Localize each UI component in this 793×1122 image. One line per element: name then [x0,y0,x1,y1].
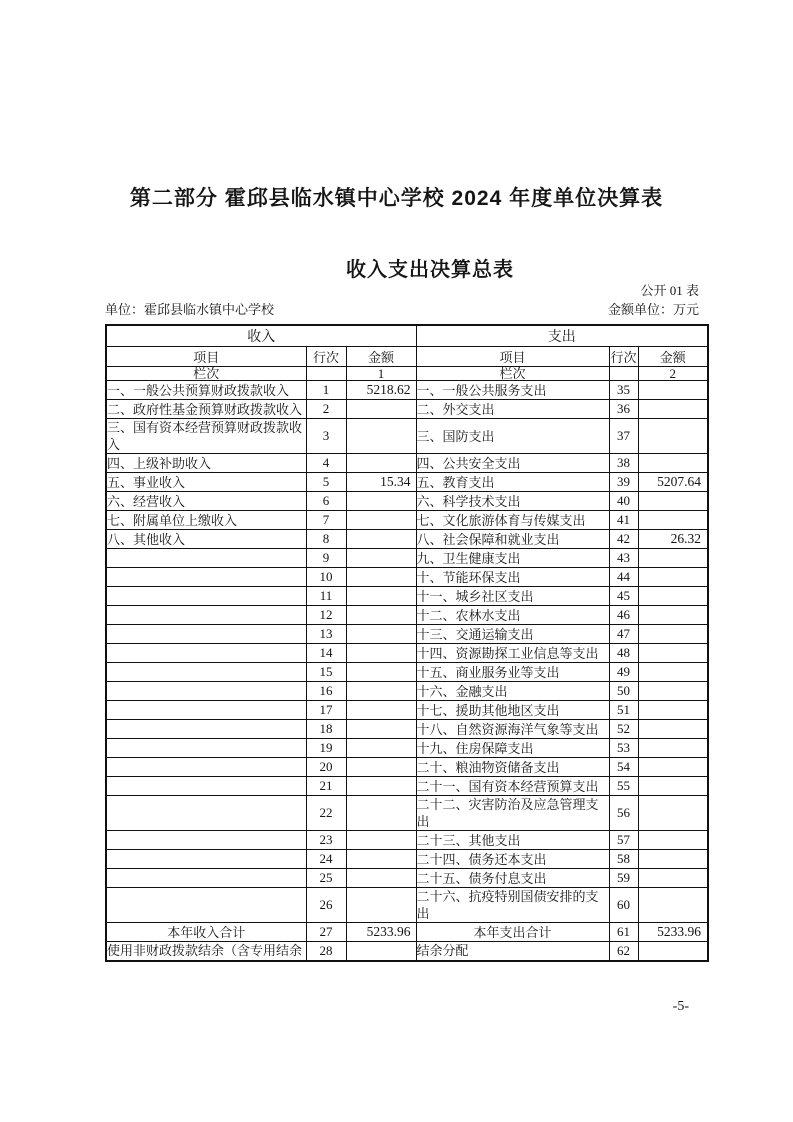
table-row [106,549,708,568]
expenditure-item-cell: 二十一、国有资本经营预算支出 [416,777,609,796]
doc-subtitle: 收入支出决算总表 [346,259,514,281]
income-line-cell: 4 [306,454,346,473]
income-line-cell: 2 [306,400,346,419]
expenditure-amount-cell: 5207.64 [638,473,708,492]
income-section-header: 收入 [106,325,416,347]
page-title: 第二部分 霍邱县临水镇中心学校 2024 年度单位决算表 [129,187,664,210]
expenditure-line-cell: 54 [609,758,638,777]
income-line-cell: 11 [306,587,346,606]
income-amount-cell [346,888,416,923]
expenditure-line-cell: 51 [609,701,638,720]
income-column-index-value: 1 [346,367,416,381]
income-amount-cell [346,568,416,587]
income-amount-cell [346,419,416,454]
expenditure-line-cell: 38 [609,454,638,473]
income-item-cell [106,739,306,758]
expenditure-item-cell: 十九、住房保障支出 [416,739,609,758]
income-item-cell [106,850,306,869]
expenditure-line-index-cell [609,367,638,381]
income-amount-cell: 5233.96 [346,923,416,942]
income-amount-cell [346,831,416,850]
income-line-cell: 24 [306,850,346,869]
expenditure-column-index-label: 栏次 [416,367,609,381]
table-row [106,831,708,850]
income-item-cell: 二、政府性基金预算财政拨款收入 [106,400,306,419]
expenditure-amount-cell [638,758,708,777]
expenditure-amount-cell [638,644,708,663]
expenditure-amount-cell [638,663,708,682]
expenditure-column-index-value: 2 [638,367,708,381]
income-line-cell: 10 [306,568,346,587]
income-item-cell [106,796,306,831]
income-line-cell: 13 [306,625,346,644]
income-line-cell: 19 [306,739,346,758]
income-amount-cell [346,739,416,758]
expenditure-line-cell: 40 [609,492,638,511]
income-line-cell: 17 [306,701,346,720]
income-item-cell [106,777,306,796]
income-line-cell: 28 [306,942,346,961]
income-item-cell: 六、经营收入 [106,492,306,511]
income-amount-cell [346,869,416,888]
expenditure-item-cell: 十二、农林水支出 [416,606,609,625]
income-item-cell [106,644,306,663]
table-row [106,701,708,720]
income-item-cell [106,831,306,850]
expenditure-line-cell: 43 [609,549,638,568]
table-row [106,492,708,511]
expenditure-line-cell: 49 [609,663,638,682]
expenditure-item-cell: 十四、资源勘探工业信息等支出 [416,644,609,663]
expenditure-item-cell: 本年支出合计 [416,923,609,942]
expenditure-item-cell: 二十五、债务付息支出 [416,869,609,888]
expenditure-line-cell: 42 [609,530,638,549]
expenditure-item-cell: 九、卫生健康支出 [416,549,609,568]
expenditure-item-cell: 七、文化旅游体育与传媒支出 [416,511,609,530]
expenditure-amount-header: 金额 [638,347,708,367]
expenditure-item-cell: 十一、城乡社区支出 [416,587,609,606]
income-amount-cell [346,511,416,530]
amount-unit-label: 金额单位：万元 [607,302,699,317]
expenditure-amount-cell [638,454,708,473]
income-item-cell: 八、其他收入 [106,530,306,549]
income-amount-cell: 15.34 [346,473,416,492]
income-item-cell [106,720,306,739]
expenditure-amount-cell [638,777,708,796]
page-number: -5- [672,999,689,1014]
income-line-cell: 16 [306,682,346,701]
income-item-cell: 三、国有资本经营预算财政拨款收入 [106,419,306,454]
income-line-cell: 14 [306,644,346,663]
expenditure-amount-cell: 5233.96 [638,923,708,942]
table-row [106,758,708,777]
income-amount-cell [346,587,416,606]
expenditure-line-cell: 61 [609,923,638,942]
table-row [106,400,708,419]
income-item-cell [106,701,306,720]
expenditure-line-header: 行次 [609,347,638,367]
income-item-cell [106,625,306,644]
expenditure-item-cell: 一、一般公共服务支出 [416,381,609,400]
income-item-cell [106,869,306,888]
expenditure-item-cell: 十七、援助其他地区支出 [416,701,609,720]
expenditure-item-cell: 二十六、抗疫特别国债安排的支出 [416,888,609,923]
table-row [106,720,708,739]
expenditure-line-cell: 41 [609,511,638,530]
expenditure-line-cell: 46 [609,606,638,625]
table-row [106,419,708,454]
table-row [106,777,708,796]
income-line-cell: 15 [306,663,346,682]
income-item-cell: 本年收入合计 [106,923,306,942]
table-row [106,568,708,587]
expenditure-item-cell: 二十、粮油物资储备支出 [416,758,609,777]
income-line-cell: 3 [306,419,346,454]
expenditure-line-cell: 47 [609,625,638,644]
expenditure-amount-cell [638,400,708,419]
expenditure-amount-cell [638,682,708,701]
expenditure-item-cell: 十三、交通运输支出 [416,625,609,644]
income-amount-cell [346,625,416,644]
expenditure-amount-cell [638,831,708,850]
expenditure-item-cell: 六、科学技术支出 [416,492,609,511]
expenditure-item-cell: 十六、金融支出 [416,682,609,701]
table-row [106,625,708,644]
income-amount-header: 金额 [346,347,416,367]
income-amount-cell [346,454,416,473]
income-item-cell [106,663,306,682]
income-item-cell [106,888,306,923]
table-meta-line [105,301,707,318]
income-amount-cell [346,549,416,568]
income-item-cell: 四、上级补助收入 [106,454,306,473]
table-row [106,739,708,758]
expenditure-amount-cell [638,492,708,511]
income-amount-cell [346,850,416,869]
income-line-cell: 5 [306,473,346,492]
income-column-index-label: 栏次 [106,367,306,381]
expenditure-line-cell: 56 [609,796,638,831]
table-row [106,869,708,888]
income-item-cell: 五、事业收入 [106,473,306,492]
income-amount-cell [346,400,416,419]
income-item-cell [106,568,306,587]
expenditure-amount-cell [638,720,708,739]
income-line-cell: 22 [306,796,346,831]
expenditure-line-cell: 39 [609,473,638,492]
expenditure-amount-cell [638,942,708,961]
income-line-index-cell [306,367,346,381]
expenditure-amount-cell [638,549,708,568]
table-row [106,850,708,869]
income-item-header: 项目 [106,347,306,367]
expenditure-item-cell: 四、公共安全支出 [416,454,609,473]
expenditure-section-header: 支出 [416,325,708,347]
table-row [106,644,708,663]
income-item-cell: 使用非财政拨款结余（含专用结余 [106,942,306,961]
income-amount-cell [346,682,416,701]
expenditure-item-cell: 二十三、其他支出 [416,831,609,850]
expenditure-line-cell: 59 [609,869,638,888]
table-row [106,796,708,831]
income-amount-cell [346,720,416,739]
income-amount-cell [346,606,416,625]
expenditure-line-cell: 44 [609,568,638,587]
income-amount-cell [346,663,416,682]
income-line-cell: 12 [306,606,346,625]
expenditure-item-cell: 五、教育支出 [416,473,609,492]
section-header-row [106,325,708,347]
table-row [106,530,708,549]
table-row [106,606,708,625]
income-line-header: 行次 [306,347,346,367]
column-header-row [106,347,708,367]
income-amount-cell [346,644,416,663]
expenditure-amount-cell [638,739,708,758]
expenditure-item-cell: 十五、商业服务业等支出 [416,663,609,682]
expenditure-line-cell: 36 [609,400,638,419]
expenditure-item-cell: 十、节能环保支出 [416,568,609,587]
expenditure-line-cell: 52 [609,720,638,739]
income-amount-cell [346,701,416,720]
income-amount-cell [346,942,416,961]
expenditure-amount-cell [638,850,708,869]
expenditure-line-cell: 45 [609,587,638,606]
income-item-cell [106,606,306,625]
table-body [106,381,708,961]
expenditure-amount-cell [638,701,708,720]
table-row [106,381,708,400]
expenditure-amount-cell: 26.32 [638,530,708,549]
expenditure-line-cell: 53 [609,739,638,758]
income-line-cell: 18 [306,720,346,739]
income-line-cell: 6 [306,492,346,511]
income-line-cell: 8 [306,530,346,549]
table-row [106,473,708,492]
expenditure-item-cell: 二、外交支出 [416,400,609,419]
income-item-cell [106,682,306,701]
income-item-cell: 七、附属单位上缴收入 [106,511,306,530]
income-line-cell: 21 [306,777,346,796]
table-row [106,923,708,942]
table-row [106,663,708,682]
expenditure-amount-cell [638,606,708,625]
expenditure-amount-cell [638,625,708,644]
unit-name-label: 单位：霍邱县临水镇中心学校 [105,302,275,317]
expenditure-line-cell: 60 [609,888,638,923]
expenditure-item-cell: 二十二、灾害防治及应急管理支出 [416,796,609,831]
expenditure-line-cell: 35 [609,381,638,400]
income-amount-cell [346,777,416,796]
income-line-cell: 26 [306,888,346,923]
expenditure-item-cell: 二十四、债务还本支出 [416,850,609,869]
expenditure-amount-cell [638,511,708,530]
expenditure-item-cell: 结余分配 [416,942,609,961]
income-item-cell [106,758,306,777]
income-line-cell: 1 [306,381,346,400]
table-code-label: 公开 01 表 [640,283,699,298]
income-line-cell: 20 [306,758,346,777]
expenditure-line-cell: 58 [609,850,638,869]
table-row [106,888,708,923]
income-item-cell [106,587,306,606]
income-line-cell: 23 [306,831,346,850]
income-line-cell: 7 [306,511,346,530]
expenditure-line-cell: 37 [609,419,638,454]
income-expenditure-table [105,324,709,962]
expenditure-item-cell: 十八、自然资源海洋气象等支出 [416,720,609,739]
table-row [106,511,708,530]
expenditure-line-cell: 62 [609,942,638,961]
income-amount-cell [346,530,416,549]
expenditure-line-cell: 57 [609,831,638,850]
expenditure-item-cell: 八、社会保障和就业支出 [416,530,609,549]
table-row [106,942,708,961]
income-amount-cell [346,492,416,511]
income-line-cell: 9 [306,549,346,568]
income-amount-cell [346,758,416,777]
expenditure-line-cell: 48 [609,644,638,663]
table-row [106,587,708,606]
expenditure-amount-cell [638,587,708,606]
expenditure-amount-cell [638,568,708,587]
expenditure-item-header: 项目 [416,347,609,367]
expenditure-amount-cell [638,888,708,923]
income-amount-cell: 5218.62 [346,381,416,400]
table-row [106,454,708,473]
expenditure-amount-cell [638,419,708,454]
expenditure-line-cell: 55 [609,777,638,796]
income-item-cell [106,549,306,568]
table-row [106,682,708,701]
income-line-cell: 27 [306,923,346,942]
expenditure-amount-cell [638,381,708,400]
income-amount-cell [346,796,416,831]
expenditure-line-cell: 50 [609,682,638,701]
income-line-cell: 25 [306,869,346,888]
expenditure-item-cell: 三、国防支出 [416,419,609,454]
column-index-row [106,367,708,381]
income-item-cell: 一、一般公共预算财政拨款收入 [106,381,306,400]
expenditure-amount-cell [638,796,708,831]
expenditure-amount-cell [638,869,708,888]
